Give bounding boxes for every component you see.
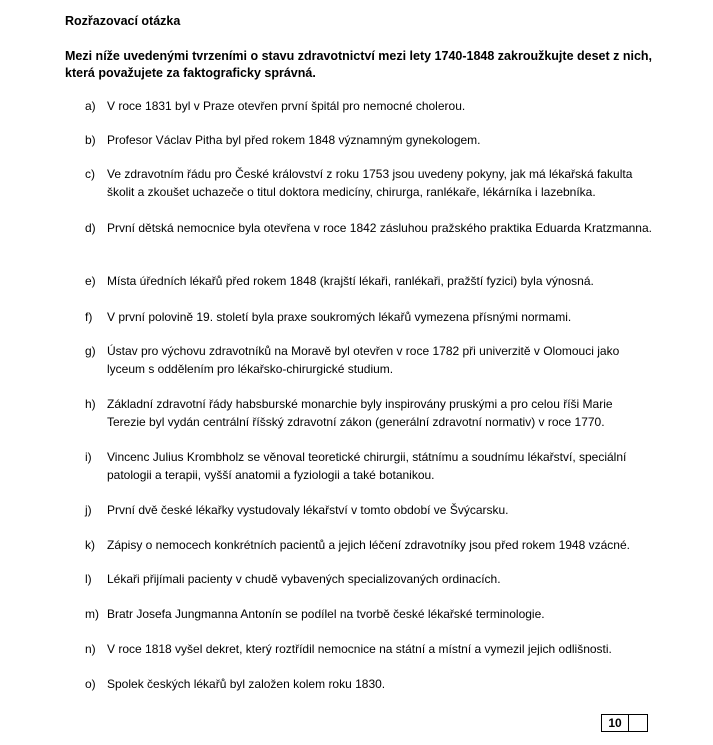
question-letter: k) bbox=[85, 538, 95, 552]
question-text: Ústav pro výchovu zdravotníků na Moravě byl otevřen v roce 1782 při univerzitě v Olomouci jako lyceum s oddělením pro lékařsko-chirurgické studium. bbox=[107, 344, 620, 376]
question-text: Zápisy o nemocech konkrétních pacientů a jejich léčení zdravotníky jsou před rokem 1948 vzácné. bbox=[107, 538, 630, 552]
question-letter: n) bbox=[85, 642, 96, 656]
question-text: Místa úředních lékařů před rokem 1848 (krajští lékaři, ranlékaři, pražští fyzici) byla výnosná. bbox=[107, 274, 594, 288]
question-text: Základní zdravotní řády habsburské monarchie byly inspirovány pruskými a pro celou říši Marie Terezie byl vydán centrální říšský zdravotní zákon (generální zdravotní normativ) v roce 1770. bbox=[107, 397, 613, 429]
question-text: V roce 1831 byl v Praze otevřen první špitál pro nemocné cholerou. bbox=[107, 99, 466, 113]
question-text: Lékaři přijímali pacienty v chudě vybavených specializovaných ordinacích. bbox=[107, 572, 501, 586]
question-text: Ve zdravotním řádu pro České království z roku 1753 jsou uvedeny pokyny, jak má lékařská fakulta školit a zkoušet uchazeče o titul doktora medicíny, chirurga, ranlékaře, lékárníka i lazebníka. bbox=[107, 167, 633, 199]
question-letter: b) bbox=[85, 133, 96, 147]
question-letter: a) bbox=[85, 99, 96, 113]
question-letter: c) bbox=[85, 167, 95, 181]
page-number-blank-cell bbox=[629, 715, 647, 731]
question-letter: d) bbox=[85, 221, 96, 235]
question-letter: f) bbox=[85, 310, 93, 324]
question-letter: h) bbox=[85, 397, 96, 411]
question-text: Spolek českých lékařů byl založen kolem roku 1830. bbox=[107, 677, 386, 691]
question-text: Profesor Václav Pitha byl před rokem 1848 významným gynekologem. bbox=[107, 133, 481, 147]
instruction-text: Mezi níže uvedenými tvrzeními o stavu zdravotnictví mezi lety 1740-1848 zakroužkujte deset z nich, která považujete za faktograficky správná. bbox=[65, 49, 653, 80]
question-text: První dvě české lékařky vystudovaly lékařství v tomto období ve Švýcarsku. bbox=[107, 503, 509, 517]
question-letter: m) bbox=[85, 607, 99, 621]
question-text: První dětská nemocnice byla otevřena v roce 1842 zásluhou pražského praktika Eduarda Kratzmanna. bbox=[107, 221, 652, 235]
question-letter: e) bbox=[85, 274, 96, 288]
question-letter: i) bbox=[85, 450, 92, 464]
question-text: V první polovině 19. století byla praxe soukromých lékařů vymezena přísnými normami. bbox=[107, 310, 572, 324]
question-letter: j) bbox=[85, 503, 92, 517]
question-letter: o) bbox=[85, 677, 96, 691]
question-letter: g) bbox=[85, 344, 96, 358]
question-text: Vincenc Julius Krombholz se věnoval teoretické chirurgii, státnímu a soudnímu lékařství, speciální patologii a terapii, vyšší anatomii a fyziologii a také botanikou. bbox=[107, 450, 627, 482]
question-letter: l) bbox=[85, 572, 92, 586]
page-number: 10 bbox=[602, 715, 629, 731]
page-number-box bbox=[601, 714, 648, 732]
question-text: Bratr Josefa Jungmanna Antonín se podílel na tvorbě české lékařské terminologie. bbox=[107, 607, 545, 621]
section-heading: Rozřazovací otázka bbox=[65, 14, 181, 28]
question-text: V roce 1818 vyšel dekret, který roztřídil nemocnice na státní a místní a vymezil jejich odlišnosti. bbox=[107, 642, 612, 656]
